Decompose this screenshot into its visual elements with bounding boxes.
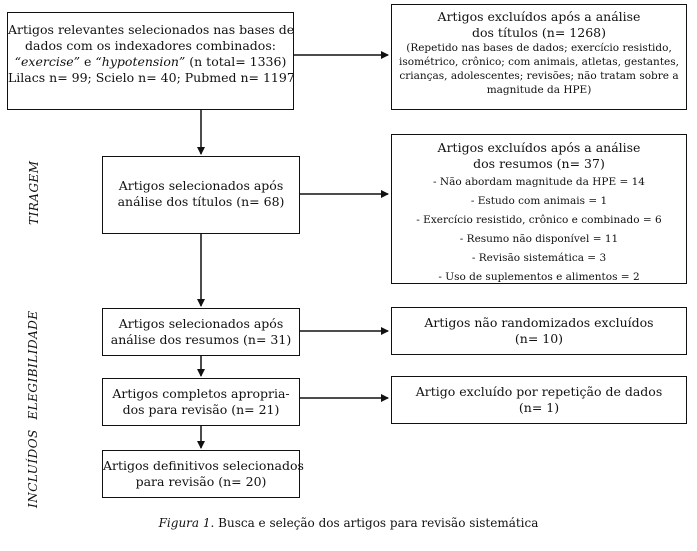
figure-caption: [0, 516, 697, 530]
excluded-abstracts-item: - Uso de suplementos e alimentos = 2: [438, 271, 640, 283]
box-selected-titles: [102, 156, 300, 234]
excluded-titles-detail1: (Repetido nas bases de dados; exercício resistido,: [406, 42, 672, 54]
box-final-articles: [102, 450, 304, 498]
excluded-titles-head2: dos títulos (n= 1268): [472, 25, 606, 40]
excluded-titles-detail3: crianças, adolescentes; revisões; não tratam sobre a: [399, 70, 679, 82]
identified-line4: Lilacs n= 99; Scielo n= 40; Pubmed n= 1197: [8, 70, 295, 85]
identified-line3: [8, 54, 293, 70]
excluded-abstracts-item: - Não abordam magnitude da HPE = 14: [433, 176, 645, 188]
figure-caption-text: . Busca e seleção dos artigos para revisão sistemática: [210, 516, 539, 530]
box-complete-articles: [102, 378, 300, 426]
selected-abstracts-line2: análise dos resumos (n= 31): [110, 332, 292, 347]
selected-titles-line2: análise dos títulos (n= 68): [117, 194, 285, 209]
excluded-abstracts-head2: dos resumos (n= 37): [473, 156, 605, 171]
box-not-randomized: [391, 307, 687, 355]
side-label-elegibilidade: ELEGIBILIDADE: [26, 310, 40, 420]
complete-line1: Artigos completos apropria-: [112, 386, 290, 401]
excluded-titles-detail4: magnitude da HPE): [486, 84, 592, 96]
side-label-incluidos: INCLUÍDOS: [26, 429, 40, 508]
complete-line2: dos para revisão (n= 21): [122, 402, 280, 417]
excluded-abstracts-item: - Exercício resistido, crônico e combinado = 6: [416, 214, 662, 226]
not-randomized-line2: (n= 10): [514, 331, 564, 346]
selected-titles-line1: Artigos selecionados após: [118, 178, 284, 193]
keyword-hypotension: “hypotension”: [95, 54, 186, 69]
identified-line1: Artigos relevantes selecionados nas bases de: [8, 22, 295, 37]
figure-caption-label: Figura 1: [158, 516, 211, 530]
excluded-titles-head1: Artigos excluídos após a análise: [437, 9, 641, 24]
excluded-abstracts-item: - Estudo com animais = 1: [470, 195, 608, 207]
selected-abstracts-line1: Artigos selecionados após: [118, 316, 284, 331]
box-selected-abstracts: [102, 308, 300, 356]
box-excluded-abstracts: [391, 134, 687, 284]
not-randomized-line1: Artigos não randomizados excluídos: [424, 315, 654, 330]
excluded-abstracts-item: - Revisão sistemática = 3: [471, 252, 607, 264]
excluded-abstracts-item: - Resumo não disponível = 11: [459, 233, 619, 245]
box-excluded-titles: [391, 4, 687, 110]
identified-total: (n total= 1336): [185, 54, 287, 69]
box-identified-articles: [7, 12, 294, 110]
final-line2: para revisão (n= 20): [135, 474, 267, 489]
keyword-connector: e: [80, 54, 96, 69]
side-label-tiragem: TIRAGEM: [27, 160, 41, 225]
excluded-titles-detail2: isométrico, crônico; com animais, atletas, gestantes,: [399, 56, 679, 68]
keyword-exercise: “exercise”: [14, 54, 81, 69]
identified-line2: dados com os indexadores combinados:: [25, 38, 276, 53]
excluded-abstracts-head1: Artigos excluídos após a análise: [437, 140, 641, 155]
repeated-line2: (n= 1): [518, 400, 560, 415]
final-line1: Artigos definitivos selecionados: [103, 458, 304, 473]
repeated-line1: Artigo excluído por repetição de dados: [415, 384, 663, 399]
box-repeated-data: [391, 376, 687, 424]
